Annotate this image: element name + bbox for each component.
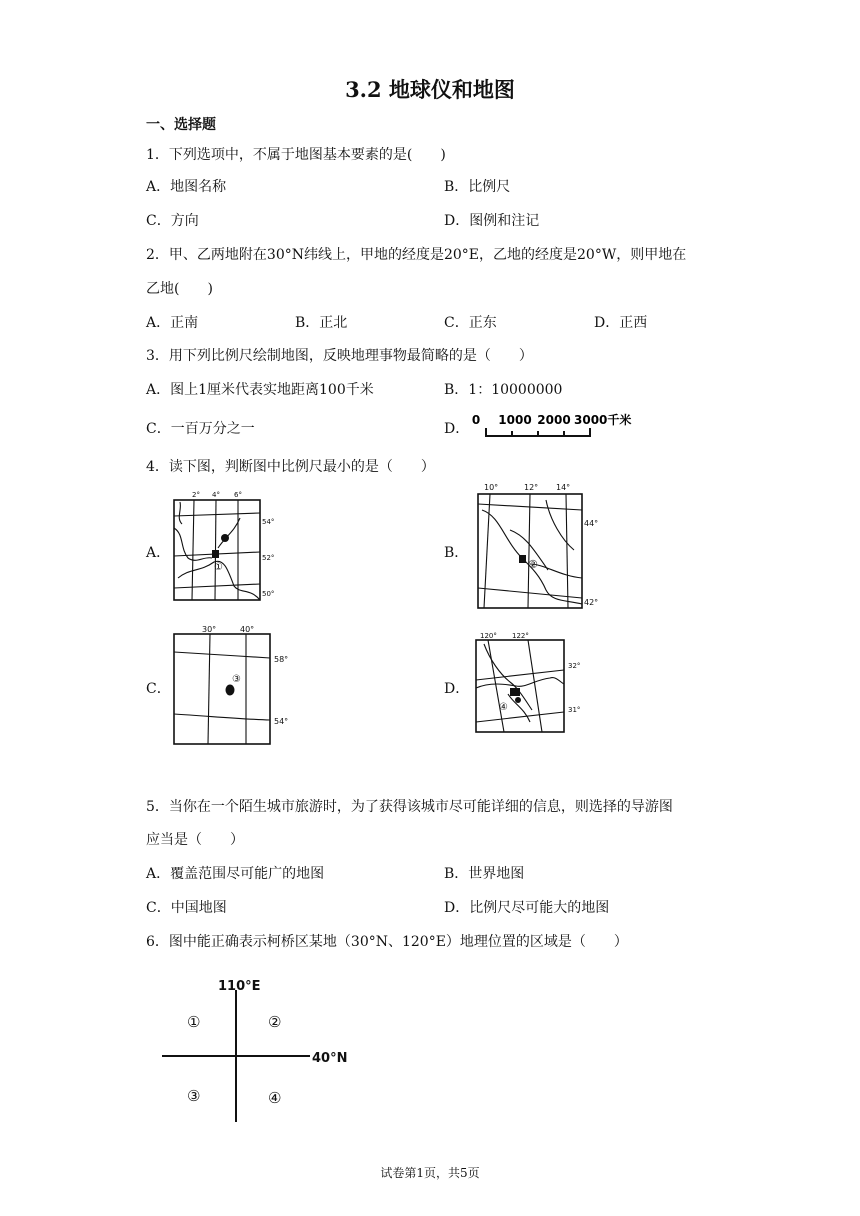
map-a-lat-54: 54°: [262, 518, 275, 526]
q1-option-a[interactable]: A．地图名称: [146, 179, 227, 195]
parallel-label: 40°N: [312, 1051, 348, 1066]
q2-stem-line1: 2．甲、乙两地附在30°N纬线上，甲地的经度是20°E，乙地的经度是20°W，则甲地在: [146, 247, 687, 263]
q2-option-c[interactable]: C．正东: [444, 315, 497, 331]
q5-option-a[interactable]: A．覆盖范围尽可能广的地图: [146, 866, 325, 882]
map-c-lon-40: 40°: [240, 625, 255, 634]
q5-option-b[interactable]: B．世界地图: [444, 866, 525, 882]
map-a-marker: ①: [214, 562, 223, 573]
section-heading: 一、选择题: [146, 117, 216, 133]
q5-stem-line1: 5．当你在一个陌生城市旅游时，为了获得该城市尽可能详细的信息，则选择的导游图: [146, 799, 673, 815]
map-b-marker: ②: [528, 558, 538, 571]
map-d-lon-120: 120°: [480, 632, 497, 640]
map-c-lat-54: 54°: [274, 717, 289, 726]
region-3-label: ③: [187, 1087, 201, 1105]
q2-option-d[interactable]: D．正西: [594, 315, 648, 331]
q1-option-b[interactable]: B．比例尺: [444, 179, 511, 195]
map-d-lat-31: 31°: [568, 706, 581, 714]
map-b[interactable]: [470, 480, 602, 612]
q6-stem: 6．图中能正确表示柯桥区某地（30°N、120°E）地理位置的区域是（ ）: [146, 934, 628, 950]
region-1-label: ①: [187, 1013, 201, 1031]
q4-option-a[interactable]: A．: [146, 545, 171, 561]
scale-label-2000: 2000: [537, 413, 571, 427]
map-c-lat-58: 58°: [274, 655, 289, 664]
q5-option-d[interactable]: D．比例尺尽可能大的地图: [444, 900, 610, 916]
map-a-lon-4: 4°: [212, 491, 220, 499]
q3-option-a[interactable]: A．图上1厘米代表实地距离100千米: [146, 382, 374, 398]
q6-coordinate-diagram: [160, 972, 360, 1124]
q4-option-d[interactable]: D．: [444, 681, 470, 697]
scale-label-0: 0: [471, 413, 481, 427]
map-c[interactable]: [168, 622, 292, 750]
q4-stem: 4．读下图，判断图中比例尺最小的是（ ）: [146, 459, 435, 475]
map-a-lat-52: 52°: [262, 554, 275, 562]
map-b-lat-42: 42°: [584, 598, 599, 607]
q2-option-b[interactable]: B．正北: [295, 315, 348, 331]
q5-stem-line2: 应当是（ ）: [146, 832, 244, 848]
map-b-lon-10: 10°: [484, 483, 499, 492]
q1-option-c[interactable]: C．方向: [146, 213, 199, 229]
map-d-marker: ④: [499, 702, 508, 713]
q4-option-c[interactable]: C．: [146, 681, 171, 697]
map-c-marker: ③: [232, 674, 241, 685]
q2-option-a[interactable]: A．正南: [146, 315, 199, 331]
map-b-lat-44: 44°: [584, 519, 599, 528]
map-c-lon-30: 30°: [202, 625, 217, 634]
scale-label-1000: 1000: [498, 413, 532, 427]
map-b-lon-12: 12°: [524, 483, 539, 492]
map-a-lon-6: 6°: [234, 491, 242, 499]
map-a-lon-2: 2°: [192, 491, 200, 499]
meridian-label: 110°E: [218, 979, 261, 994]
map-b-lon-14: 14°: [556, 483, 571, 492]
q4-option-b[interactable]: B．: [444, 545, 469, 561]
map-a[interactable]: [168, 488, 280, 604]
map-a-lat-50: 50°: [262, 590, 275, 598]
scale-label-3000: 3000千米: [574, 413, 632, 427]
map-d-lon-122: 122°: [512, 632, 529, 640]
map-d-lat-32: 32°: [568, 662, 581, 670]
scale-bar-figure: [470, 408, 650, 438]
region-2-label: ②: [268, 1013, 282, 1031]
q3-option-c[interactable]: C．一百万分之一: [146, 421, 255, 437]
region-4-label: ④: [268, 1089, 282, 1107]
q1-stem: 1．下列选项中，不属于地图基本要素的是( ): [146, 147, 446, 163]
q3-option-d[interactable]: D．: [444, 421, 470, 437]
map-d[interactable]: [470, 630, 590, 736]
q1-option-d[interactable]: D．图例和注记: [444, 213, 540, 229]
q2-stem-line2: 乙地( ): [146, 281, 213, 297]
page-footer: 试卷第1页，共5页: [380, 1166, 480, 1180]
q3-stem: 3．用下列比例尺绘制地图，反映地理事物最简略的是（ ）: [146, 348, 533, 364]
page-title: 3.2 地球仪和地图: [345, 77, 515, 102]
q5-option-c[interactable]: C．中国地图: [146, 900, 227, 916]
q3-option-b[interactable]: B．1：10000000: [444, 382, 563, 398]
